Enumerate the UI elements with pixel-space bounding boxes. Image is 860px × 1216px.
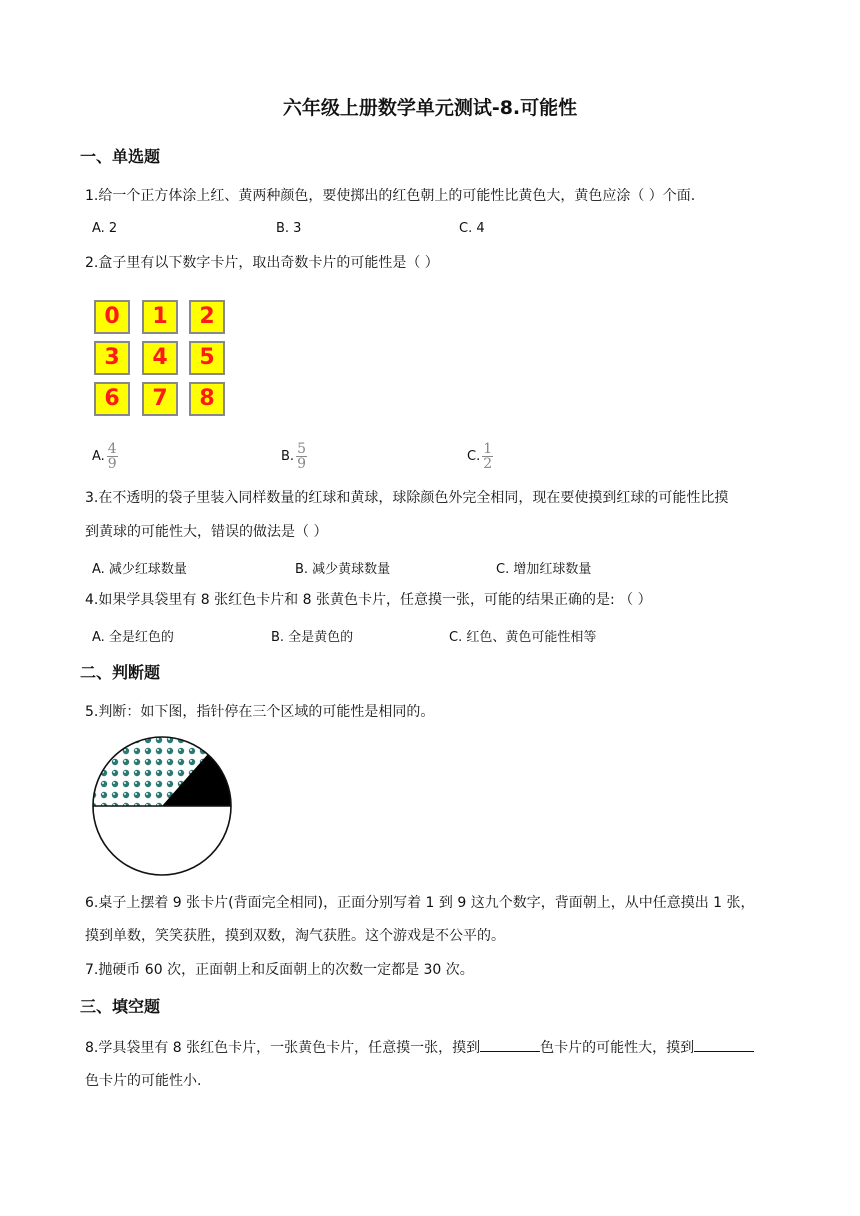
q2-option-b[interactable]	[281, 442, 307, 471]
fraction-denominator: 2	[483, 456, 493, 472]
fraction	[107, 442, 118, 471]
answer-blank-2[interactable]	[694, 1037, 754, 1052]
number-card: 6	[94, 382, 130, 416]
q1-option-b[interactable]: B. 3	[276, 221, 302, 236]
question-7-text: 7.抛硬币 60 次，正面朝上和反面朝上的次数一定都是 30 次。	[85, 962, 474, 978]
option-label: A.	[92, 449, 105, 464]
fraction	[482, 442, 493, 471]
question-6-line-2: 摸到单数，笑笑获胜，摸到双数，淘气获胜。这个游戏是不公平的。	[85, 928, 505, 944]
fraction-denominator: 9	[107, 456, 117, 472]
number-card: 7	[142, 382, 178, 416]
spinner-diagram	[88, 735, 236, 883]
number-card: 2	[189, 300, 225, 334]
question-8-line-1	[85, 1037, 754, 1058]
question-8-line-2: 色卡片的可能性小.	[85, 1073, 202, 1089]
q1-option-a[interactable]: A. 2	[92, 221, 118, 236]
q3-option-a[interactable]: A. 减少红球数量	[92, 562, 187, 577]
number-card: 8	[189, 382, 225, 416]
number-card-grid	[92, 298, 232, 420]
number-card: 0	[94, 300, 130, 334]
question-2-text: 2.盒子里有以下数字卡片，取出奇数卡片的可能性是（ ）	[85, 255, 439, 271]
question-5-text: 5.判断：如下图，指针停在三个区域的可能性是相同的。	[85, 704, 435, 720]
option-label: B.	[281, 449, 295, 464]
question-3-line-1: 3.在不透明的袋子里装入同样数量的红球和黄球，球除颜色外完全相同，现在要使摸到红球的可能性比摸	[85, 490, 729, 506]
q1-option-c[interactable]: C. 4	[459, 221, 485, 236]
q2-option-c[interactable]	[467, 442, 493, 471]
section-heading-single-choice: 一、单选题	[80, 147, 161, 166]
question-4-text: 4.如果学具袋里有 8 张红色卡片和 8 张黄色卡片，任意摸一张，可能的结果正确的是: （ ）	[85, 592, 652, 608]
q4-option-a[interactable]: A. 全是红色的	[92, 630, 174, 645]
q3-option-c[interactable]: C. 增加红球数量	[496, 562, 592, 577]
question-6-line-1: 6.桌子上摆着 9 张卡片(背面完全相同)，正面分别写着 1 到 9 这九个数字，背面朝上，从中任意摸出 1 张，	[85, 895, 755, 911]
fraction-numerator: 5	[297, 441, 306, 457]
fraction-numerator: 4	[107, 441, 117, 457]
answer-blank-1[interactable]	[480, 1037, 540, 1052]
q8-text-part-2: 色卡片的可能性大，摸到	[540, 1040, 695, 1056]
number-card: 3	[94, 341, 130, 375]
section-heading-fill-blank: 三、填空题	[80, 997, 161, 1016]
option-label: C.	[467, 449, 481, 464]
question-1-text: 1.给一个正方体涂上红、黄两种颜色，要使掷出的红色朝上的可能性比黄色大，黄色应涂（ ）个面.	[85, 188, 696, 204]
page-title: 六年级上册数学单元测试-8.可能性	[282, 97, 578, 119]
q3-option-b[interactable]: B. 减少黄球数量	[295, 562, 391, 577]
fraction-denominator: 9	[297, 456, 306, 472]
q4-option-c[interactable]: C. 红色、黄色可能性相等	[449, 630, 597, 645]
fraction-numerator: 1	[483, 441, 493, 457]
q8-text-part-1: 8.学具袋里有 8 张红色卡片，一张黄色卡片，任意摸一张，摸到	[85, 1040, 481, 1056]
number-card: 1	[142, 300, 178, 334]
q2-option-a[interactable]	[92, 442, 118, 471]
question-3-line-2: 到黄球的可能性大，错误的做法是（ ）	[85, 524, 328, 540]
section-heading-true-false: 二、判断题	[80, 663, 161, 682]
fraction	[296, 442, 307, 471]
number-card: 4	[142, 341, 178, 375]
q4-option-b[interactable]: B. 全是黄色的	[271, 630, 354, 645]
number-card: 5	[189, 341, 225, 375]
